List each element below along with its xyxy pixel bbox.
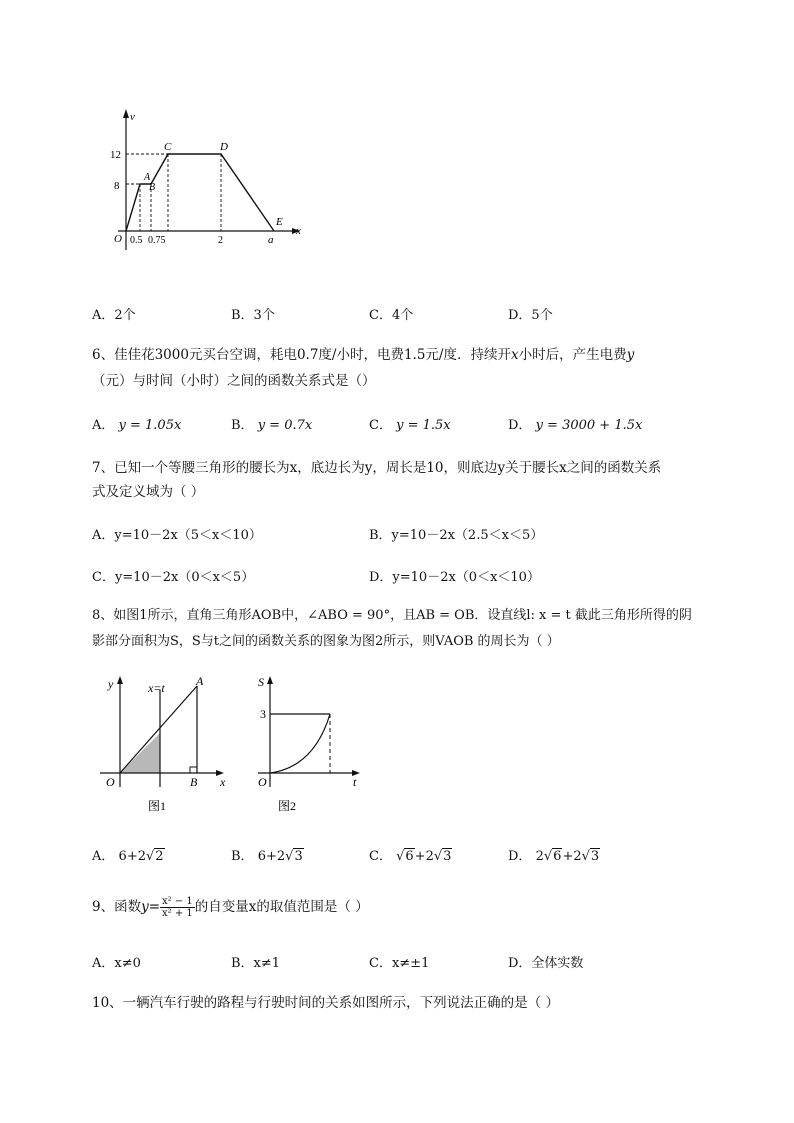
q9-option-c[interactable]: C．x≠±1 xyxy=(369,956,430,971)
tick-0.75: 0.75 xyxy=(148,235,166,246)
fig2-caption: 图2 xyxy=(278,799,297,813)
fig1-y-label: y xyxy=(108,677,114,691)
fig2-O-label: O xyxy=(258,775,267,789)
figure-1 xyxy=(96,672,236,817)
tick-2: 2 xyxy=(218,235,223,246)
fig1-A-label: A xyxy=(196,674,204,688)
q7-option-b[interactable]: B．y=10－2x（2.5＜x＜5） xyxy=(369,528,544,543)
q7-line2: 式及定义域为（ ） xyxy=(92,484,205,500)
q6-option-b[interactable]: B． y = 0.7x xyxy=(231,418,313,433)
fig2-S-label: S xyxy=(258,675,264,689)
y-axis-label: v xyxy=(130,111,135,123)
q6-line1: 6、佳佳花3000元买台空调，耗电0.7度/小时，电费1.5元/度．持续开x小时后，产生电费y xyxy=(92,347,635,363)
fig1-line-label: x=t xyxy=(148,681,165,695)
q7-option-d[interactable]: D．y=10－2x（0＜x＜10） xyxy=(369,570,540,585)
fig2-3-label: 3 xyxy=(260,707,266,721)
q7-line1: 7、已知一个等腰三角形的腰长为x，底边长为y，周长是10，则底边y关于腰长x之间的函数关系 xyxy=(92,460,662,476)
tick-a: a xyxy=(268,234,274,246)
fig1-B-label: B xyxy=(190,775,198,789)
q7-option-c[interactable]: C．y=10－2x（0＜x＜5） xyxy=(92,570,255,585)
q9-fraction: $\frac{\text{x² − 1}}{\text{x² + 1}}$ xyxy=(162,896,193,919)
q6-line2: （元）与时间（小时）之间的函数关系式是（） xyxy=(92,373,376,389)
fig2-t-label: t xyxy=(353,775,357,789)
point-B: B xyxy=(149,182,156,193)
y-axis-arrow xyxy=(123,109,129,118)
q8-line2: 影部分面积为S，S与t之间的函数关系的图象为图2所示，则VAOB 的周长为（ ） xyxy=(92,634,560,649)
q8-option-a[interactable]: A． 6+2√2 xyxy=(92,849,164,864)
figure-2 xyxy=(254,672,374,817)
q8-option-d[interactable]: D． 2√6+2√3 xyxy=(508,849,600,864)
q8-line1: 8、如图1所示，直角三角形AOB中，∠ABO = 90°，且AB = OB．设直线l: x = t 截此三角形所得的阴 xyxy=(92,608,692,623)
point-D: D xyxy=(220,141,228,153)
origin-label: O xyxy=(114,233,122,245)
q9-option-a[interactable]: A．x≠0 xyxy=(92,956,141,971)
q10-line: 10、一辆汽车行驶的路程与行驶时间的关系如图所示，下列说法正确的是（ ） xyxy=(92,995,559,1011)
fig2-curve xyxy=(270,714,330,773)
fig1-x-label: x xyxy=(220,775,226,789)
point-E: E xyxy=(276,216,283,228)
point-A: A xyxy=(144,172,151,183)
q6-option-c[interactable]: C． y = 1.5x xyxy=(369,418,451,433)
fig1-O-label: O xyxy=(106,775,115,789)
point-C: C xyxy=(164,141,172,153)
q9-line: 9、函数y= $\frac{\text{x² − 1}}{\text{x² + 1}}$ 的自变量x的取值范围是（ ） xyxy=(92,896,369,919)
tick-12: 12 xyxy=(110,149,121,161)
q9-option-b[interactable]: B．x≠1 xyxy=(231,956,281,971)
q9-option-d[interactable]: D．全体实数 xyxy=(508,956,584,971)
tick-0.5: 0.5 xyxy=(130,235,143,246)
tick-8: 8 xyxy=(114,180,120,192)
q6-option-d[interactable]: D． y = 3000 + 1.5x xyxy=(508,418,643,433)
velocity-graph xyxy=(100,100,320,260)
q5-option-c[interactable]: C．4个 xyxy=(369,308,414,323)
q5-option-b[interactable]: B．3个 xyxy=(231,308,275,323)
q6-option-a[interactable]: A． y = 1.05x xyxy=(92,418,182,433)
x-axis-label: x xyxy=(296,225,301,237)
q7-option-a[interactable]: A．y=10－2x（5＜x＜10） xyxy=(92,528,262,543)
q8-option-b[interactable]: B． 6+2√3 xyxy=(231,849,303,864)
q8-option-c[interactable]: C． √6+2√3 xyxy=(369,849,452,864)
q5-option-a[interactable]: A．2个 xyxy=(92,308,136,323)
q5-option-d[interactable]: D．5个 xyxy=(508,308,553,323)
right-angle-mark xyxy=(190,767,197,773)
fig1-caption: 图1 xyxy=(148,799,167,813)
